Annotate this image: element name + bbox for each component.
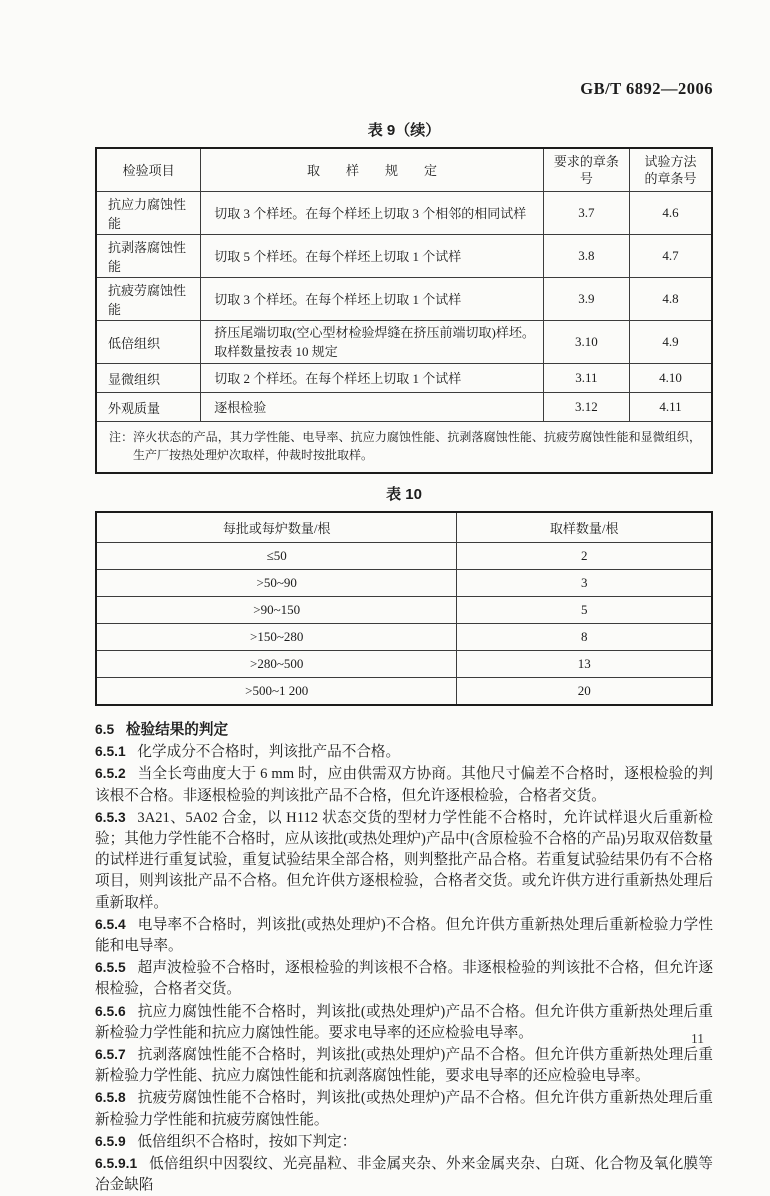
table-cell: 切取 3 个样坯。在每个样坯上切取 1 个试样 [201, 278, 544, 321]
clause-6-5 [95, 719, 713, 741]
clause-6-5-3 [95, 807, 713, 914]
clause-text: 超声波检验不合格时，逐根检验的判该根不合格。非逐根检验的判该批不合格，但允许逐根检验，合格者交货。 [95, 960, 713, 998]
clause-number: 6.5.3 [95, 809, 126, 825]
clause-6-5-1 [95, 741, 713, 763]
table-cell: 切取 2 个样坯。在每个样坯上切取 1 个试样 [201, 364, 544, 393]
clause-number: 6.5.4 [95, 916, 126, 932]
table-cell: >150~280 [96, 624, 457, 651]
table-cell: 3.9 [543, 278, 629, 321]
table-cell: 3.7 [543, 192, 629, 235]
table-row [96, 278, 712, 321]
clause-number: 6.5.7 [95, 1047, 126, 1063]
table-cell: 8 [457, 624, 712, 651]
table9-header-row [96, 148, 712, 192]
table-cell: 显微组织 [96, 364, 201, 393]
clause-6-5-7 [95, 1044, 713, 1087]
clause-number: 6.5.5 [95, 960, 126, 976]
page-number: 11 [691, 1031, 704, 1046]
table-cell: 挤压尾端切取(空心型材检验焊缝在挤压前端切取)样坯。取样数量按表 10 规定 [201, 321, 544, 364]
table-cell: 低倍组织 [96, 321, 201, 364]
clause-text: 低倍组织中因裂纹、光亮晶粒、非金属夹杂、外来金属夹杂、白斑、化合物及氧化膜等冶金缺陷 [95, 1156, 713, 1194]
clause-number: 6.5 [95, 722, 115, 737]
clause-6-5-5 [95, 957, 713, 1000]
clause-number: 6.5.9 [95, 1133, 126, 1149]
table-cell: 抗剥落腐蚀性能 [96, 235, 201, 278]
table9-caption: 表 9（续） [367, 122, 441, 139]
standard-code: GB/T 6892—2006 [580, 79, 713, 98]
table9-header-method-line1: 试验方法 [644, 154, 697, 169]
table-row [96, 393, 712, 422]
table10-header-samples: 取样数量/根 [457, 512, 712, 543]
table-cell: 逐根检验 [201, 393, 544, 422]
table10-header-batch: 每批或每炉数量/根 [96, 512, 457, 543]
table-row [96, 192, 712, 235]
clause-number: 6.5.2 [95, 766, 126, 782]
clauses-section [95, 719, 713, 1196]
table10-caption: 表 10 [386, 486, 422, 503]
table-cell: 外观质量 [96, 393, 201, 422]
table-cell: 3.11 [543, 364, 629, 393]
table-cell: 4.7 [629, 235, 712, 278]
table-cell: 3.12 [543, 393, 629, 422]
clause-text: 3A21、5A02 合金，以 H112 状态交货的型材力学性能不合格时，允许试样退火后重新检验；其他力学性能不合格时，应从该批(或热处理炉)产品中(含原检验不合格的产品)另取双倍数量的试样进行重复试验，重复试验结果全部合格，则判整批产品合格。若重复试验结果仍有不合格项目，则判该批产品不合格。但允许供方逐根检验，合格者交货。或允许供方进行重新热处理后重新取样。 [95, 809, 713, 911]
table-cell: 3.8 [543, 235, 629, 278]
table-cell: >50~90 [96, 570, 457, 597]
table9-note-text: 注：淬火状态的产品，其力学性能、电导率、抗应力腐蚀性能、抗剥落腐蚀性能、抗疲劳腐蚀性能和显微组织，生产厂按热处理炉次取样，仲裁时按批取样。 [109, 430, 701, 462]
clause-text: 抗疲劳腐蚀性能不合格时，判该批(或热处理炉)产品不合格。但允许供方重新热处理后重新检验力学性能和抗疲劳腐蚀性能。 [95, 1090, 713, 1128]
table9-header-rule: 取 样 规 定 [201, 148, 544, 192]
clause-number: 6.5.9.1 [95, 1156, 138, 1172]
clause-text: 低倍组织不合格时，按如下判定： [137, 1133, 357, 1150]
clause-text: 检验结果的判定 [125, 722, 229, 738]
table-cell: 5 [457, 597, 712, 624]
table-row [96, 570, 712, 597]
table9-header-method-line2: 的章条号 [644, 171, 697, 186]
table-cell: 13 [457, 651, 712, 678]
table-cell: 抗疲劳腐蚀性能 [96, 278, 201, 321]
table-cell: 20 [457, 678, 712, 706]
table9-note-row [96, 422, 712, 474]
table-cell: 4.11 [629, 393, 712, 422]
table9-header-method [629, 148, 712, 192]
page-content [95, 119, 713, 1196]
table-cell: 3.10 [543, 321, 629, 364]
clause-number: 6.5.1 [95, 744, 126, 760]
table-row [96, 651, 712, 678]
table-cell: 4.8 [629, 278, 712, 321]
clause-text: 抗应力腐蚀性能不合格时，判该批(或热处理炉)产品不合格。但允许供方重新热处理后重新检验力学性能和抗应力腐蚀性能。要求电导率的还应检验电导率。 [95, 1003, 713, 1041]
table-cell: 2 [457, 543, 712, 570]
table10 [95, 511, 713, 706]
table-cell: >500~1 200 [96, 678, 457, 706]
table9-header-requirement: 要求的章条号 [543, 148, 629, 192]
clause-text: 抗剥落腐蚀性能不合格时，判该批(或热处理炉)产品不合格。但允许供方重新热处理后重新检验力学性能、抗应力腐蚀性能和抗剥落腐蚀性能，要求电导率的还应检验电导率。 [95, 1047, 713, 1085]
clause-number: 6.5.6 [95, 1003, 126, 1019]
table-cell: 抗应力腐蚀性能 [96, 192, 201, 235]
clause-text: 电导率不合格时，判该批(或热处理炉)不合格。但允许供方重新热处理后重新检验力学性能和电导率。 [95, 916, 713, 955]
table-row [96, 321, 712, 364]
clause-text: 化学成分不合格时，判该批产品不合格。 [137, 744, 401, 761]
table-note [96, 422, 712, 474]
clause-6-5-9-1 [95, 1153, 713, 1196]
table9 [95, 147, 713, 474]
clause-6-5-2 [95, 763, 713, 806]
table-row [96, 624, 712, 651]
table-cell: 4.9 [629, 321, 712, 364]
table-cell: 4.6 [629, 192, 712, 235]
table-row [96, 678, 712, 706]
table-cell: ≤50 [96, 543, 457, 570]
clause-6-5-4 [95, 914, 713, 957]
clause-number: 6.5.8 [95, 1090, 126, 1106]
table-cell: 3 [457, 570, 712, 597]
table-cell: 4.10 [629, 364, 712, 393]
table-row [96, 543, 712, 570]
clause-6-5-6 [95, 1001, 713, 1044]
table-cell: 切取 5 个样坯。在每个样坯上切取 1 个试样 [201, 235, 544, 278]
table-cell: >90~150 [96, 597, 457, 624]
table-row [96, 364, 712, 393]
table-row [96, 235, 712, 278]
clause-6-5-9 [95, 1131, 713, 1153]
table9-header-item: 检验项目 [96, 148, 201, 192]
table-row [96, 597, 712, 624]
clause-text: 当全长弯曲度大于 6 mm 时，应由供需双方协商。其他尺寸偏差不合格时，逐根检验的判该根不合格。非逐根检验的判该批产品不合格，但允许逐根检验，合格者交货。 [95, 766, 713, 804]
table-cell: >280~500 [96, 651, 457, 678]
table-cell: 切取 3 个样坯。在每个样坯上切取 3 个相邻的相同试样 [201, 192, 544, 235]
table10-header-row [96, 512, 712, 543]
